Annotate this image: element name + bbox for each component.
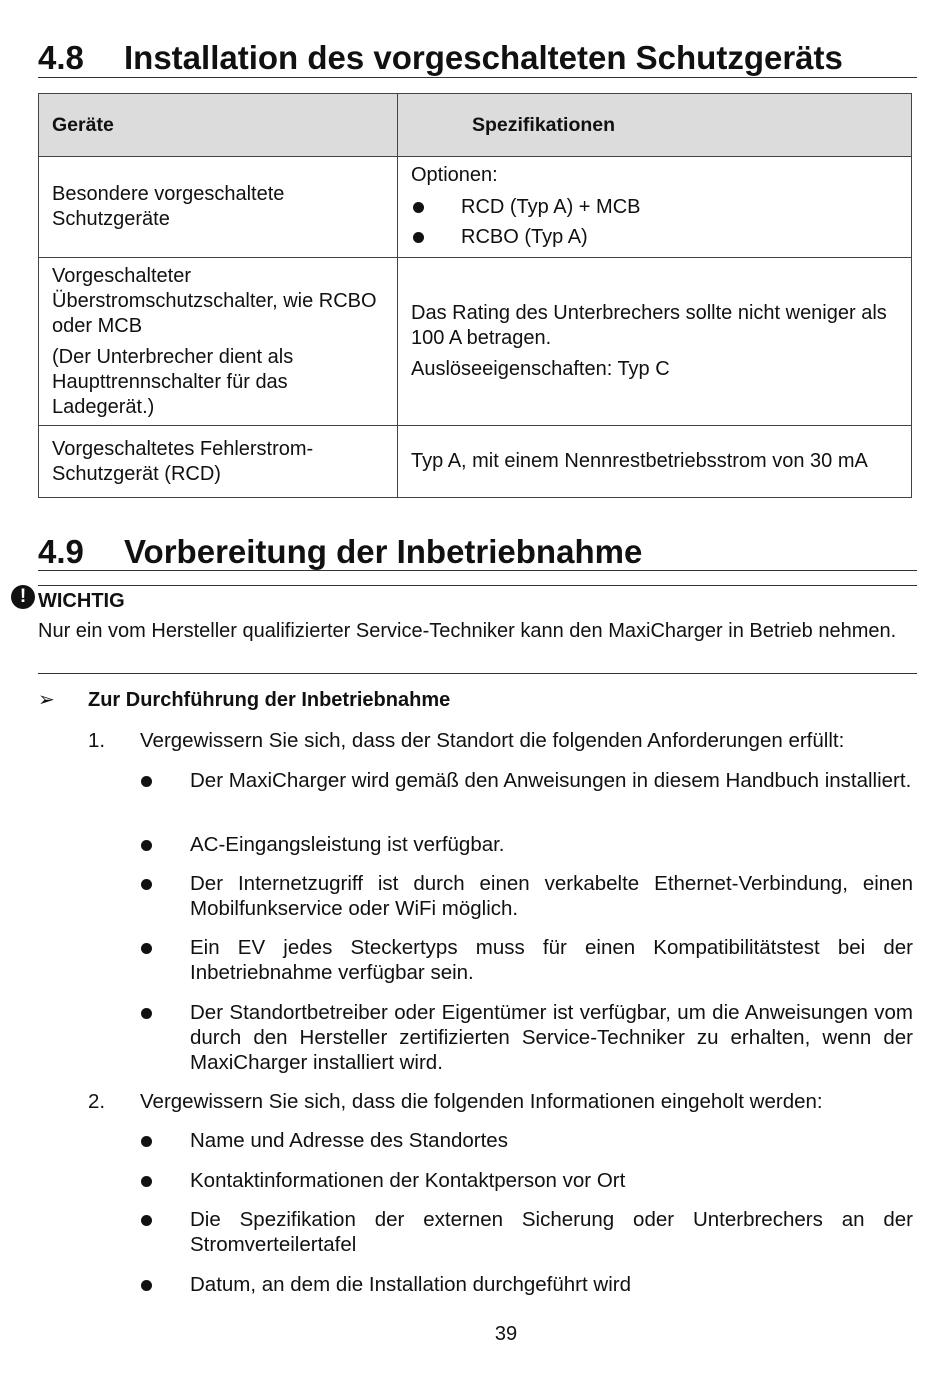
device-cell [39,258,398,426]
device-cell [39,426,398,498]
list-item [141,1168,913,1193]
step-number: 1. [88,729,106,752]
device-text: Vorgeschalteter Überstromschutzschalter, wie RCBO oder MCB [52,264,377,337]
list-item [141,871,913,921]
item-text: Datum, an dem die Installation durchgeführt wird [190,1273,631,1296]
device-text: Vorgeschaltetes Fehlerstrom-Schutzgerät (RCD) [52,437,314,485]
bullet-icon [413,202,424,213]
list-item [141,832,913,857]
spec-text: Typ A, mit einem Nennrestbetriebsstrom von 30 mA [411,450,868,472]
item-text: Der Standortbetreiber oder Eigentümer ist verfügbar, um die Anweisungen vom durch den Hersteller zertifizierten Service-Techniker zu erhalten, wenn der MaxiCharger installiert wird. [190,1001,913,1074]
section-title: Vorbereitung der Inbetriebnahme [124,533,643,570]
item-text: Der MaxiCharger wird gemäß den Anweisungen in diesem Handbuch installiert. [190,769,912,792]
bullet-icon [141,840,152,851]
exclamation-icon: ! [11,585,35,609]
table-row [39,157,912,258]
bullet-icon [141,943,152,954]
device-cell [39,157,398,258]
bullet-icon [141,1136,152,1147]
spec-text: Das Rating des Unterbrechers sollte nicht weniger als 100 A betragen. [411,302,887,349]
bullet-icon [141,879,152,890]
procedure-title-text: Zur Durchführung der Inbetriebnahme [88,689,451,711]
step-number: 2. [88,1090,106,1113]
step-text: Vergewissern Sie sich, dass der Standort die folgenden Anforderungen erfüllt: [140,729,845,752]
page-number: 39 [494,1323,518,1345]
notice-bottom-rule [38,673,917,674]
list-item [411,222,898,252]
step-text: Vergewissern Sie sich, dass die folgenden Informationen eingeholt werden: [140,1090,823,1113]
column-header-devices: Geräte [39,94,398,157]
list-item [141,768,913,793]
protection-device-table [38,93,912,498]
bullet-icon [413,232,424,243]
notice-top-rule [38,585,917,586]
section-number: 4.9 [38,533,84,570]
section-heading-4-8 [38,38,916,78]
item-text: Die Spezifikation der externen Sicherung oder Unterbrechers an der Stromverteilertafel [190,1208,913,1256]
notice-label: WICHTIG [38,590,125,612]
table-row [39,258,912,426]
list-item [141,1207,913,1257]
section-heading-4-9 [38,532,916,572]
item-text: AC-Eingangsleistung ist verfügbar. [190,833,505,856]
notice-text: Nur ein vom Hersteller qualifizierter Service-Techniker kann den MaxiCharger in Betrieb nehmen. [38,620,897,642]
spec-options-list [411,192,898,252]
list-item [411,192,898,222]
heading-rule [38,570,917,571]
section-title: Installation des vorgeschalteten Schutzgeräts [124,39,843,76]
spec-cell [398,426,912,498]
list-item [141,935,913,985]
list-item [141,1000,913,1075]
heading-rule [38,77,917,78]
bullet-icon [141,1008,152,1019]
device-text: Besondere vorgeschaltete Schutzgeräte [52,183,285,230]
bullet-icon [141,1176,152,1187]
spec-intro: Optionen: [411,163,498,186]
bullet-icon [141,1215,152,1226]
item-text: Name und Adresse des Standortes [190,1129,508,1152]
column-header-specifications: Spezifikationen [398,94,912,157]
spec-cell [398,157,912,258]
section-number: 4.8 [38,39,84,76]
arrow-bullet-icon: ➢ [38,689,55,711]
item-text: Kontaktinformationen der Kontaktperson vor Ort [190,1169,626,1192]
option-text: RCBO (Typ A) [461,225,588,248]
table-header-row [39,94,912,157]
spec-extra: Auslöseeigenschaften: Typ C [411,358,670,380]
item-text: Ein EV jedes Steckertyps muss für einen Kompatibilitätstest bei der Inbetriebnahme verfügbar sein. [190,936,913,984]
procedure-title [38,688,450,713]
bullet-icon [141,1280,152,1291]
bullet-icon [141,776,152,787]
item-text: Der Internetzugriff ist durch einen verkabelte Ethernet-Verbindung, einen Mobilfunkservice oder WiFi möglich. [190,872,913,920]
list-item [141,1128,913,1153]
list-item [141,1272,913,1297]
option-text: RCD (Typ A) + MCB [461,195,641,218]
device-note: (Der Unterbrecher dient als Haupttrennschalter für das Ladegerät.) [52,345,294,418]
table-row [39,426,912,498]
spec-cell [398,258,912,426]
